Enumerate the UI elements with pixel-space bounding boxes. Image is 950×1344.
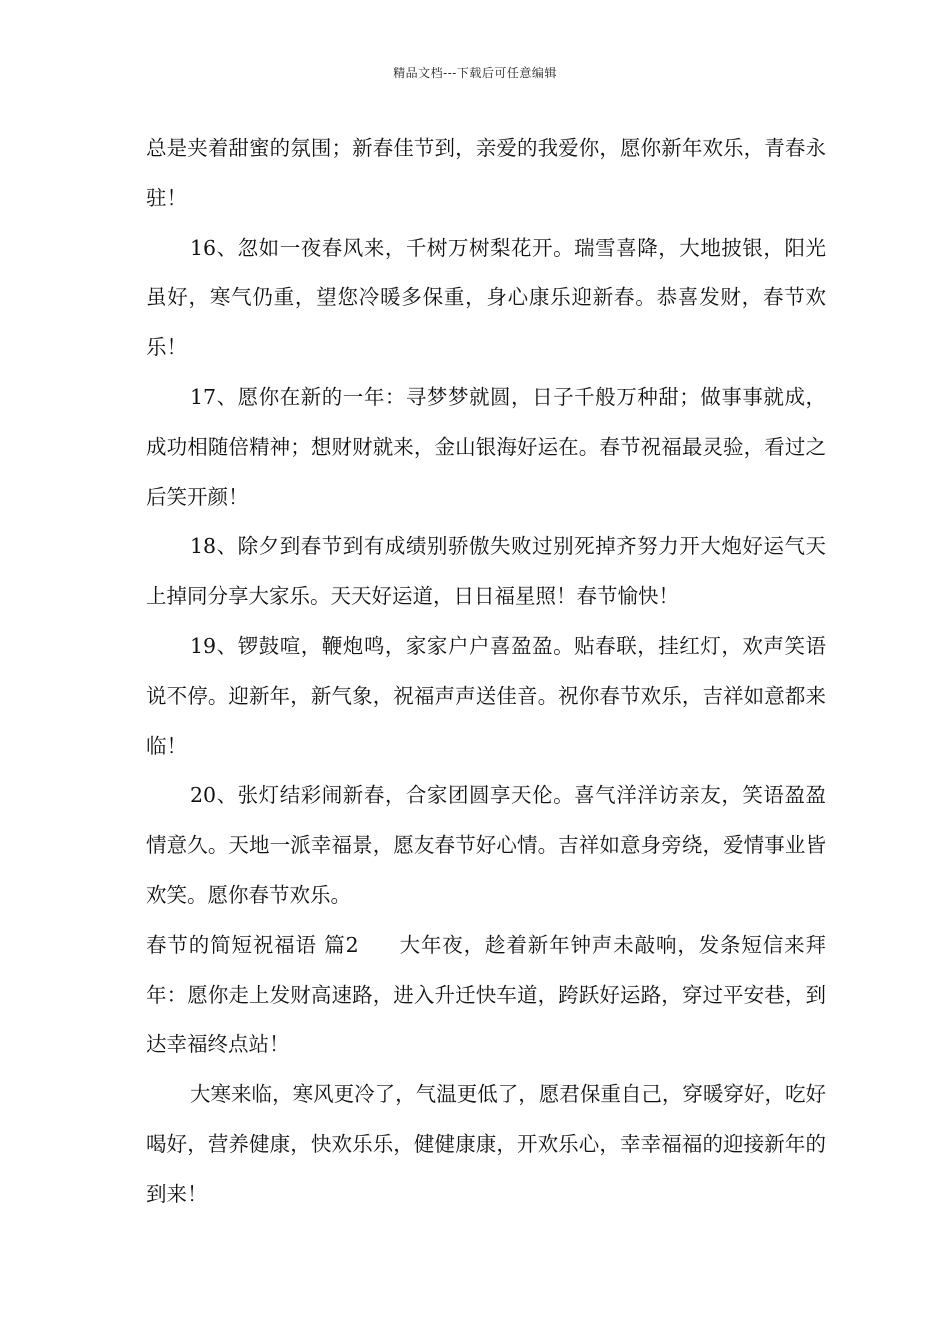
paragraph-item-20: 20、张灯结彩闹新春，合家团圆享天伦。喜气洋洋访亲友，笑语盈盈情意久。天地一派幸福景，愿友春节好心情。吉祥如意身旁绕，爱情事业皆欢笑。愿你春节欢乐。 <box>146 783 826 907</box>
section-2-line <box>146 921 826 1070</box>
document-body <box>146 124 826 1220</box>
paragraph-item-18: 18、除夕到春节到有成绩别骄傲失败过别死掉齐努力开大炮好运气天上掉同分享大家乐。天天好运道，日日福星照！春节愉快！ <box>146 534 826 609</box>
section-2-text: 大年夜，趁着新年钟声未敲响，发条短信来拜年：愿你走上发财高速路，进入升迁快车道，跨跃好运路，穿过平安巷，到达幸福终点站！ <box>146 932 827 1057</box>
paragraph-last: 大寒来临，寒风更冷了，气温更低了，愿君保重自己，穿暖穿好，吃好喝好，营养健康，快欢乐乐，健健康康，开欢乐心，幸幸福福的迎接新年的到来！ <box>146 1082 826 1206</box>
paragraph-item-16: 16、忽如一夜春风来，千树万树梨花开。瑞雪喜降，大地披银，阳光虽好，寒气仍重，望您冷暖多保重，身心康乐迎新春。恭喜发财，春节欢乐！ <box>146 235 826 360</box>
paragraph-item-17: 17、愿你在新的一年：寻梦梦就圆，日子千般万种甜；做事事就成，成功相随倍精神；想财财就来，金山银海好运在。春节祝福最灵验，看过之后笑开颜！ <box>146 384 826 509</box>
page-header: 精品文档---下载后可任意编辑 <box>393 66 557 80</box>
paragraph-continuation: 总是夹着甜蜜的氛围；新春佳节到，亲爱的我爱你，愿你新年欢乐，青春永驻！ <box>146 136 826 210</box>
section-title: 春节的简短祝福语 篇2 <box>146 932 359 957</box>
paragraph-item-19: 19、锣鼓喧，鞭炮鸣，家家户户喜盈盈。贴春联，挂红灯，欢声笑语说不停。迎新年，新气象，祝福声声送佳音。祝你春节欢乐，吉祥如意都来临！ <box>146 633 826 758</box>
